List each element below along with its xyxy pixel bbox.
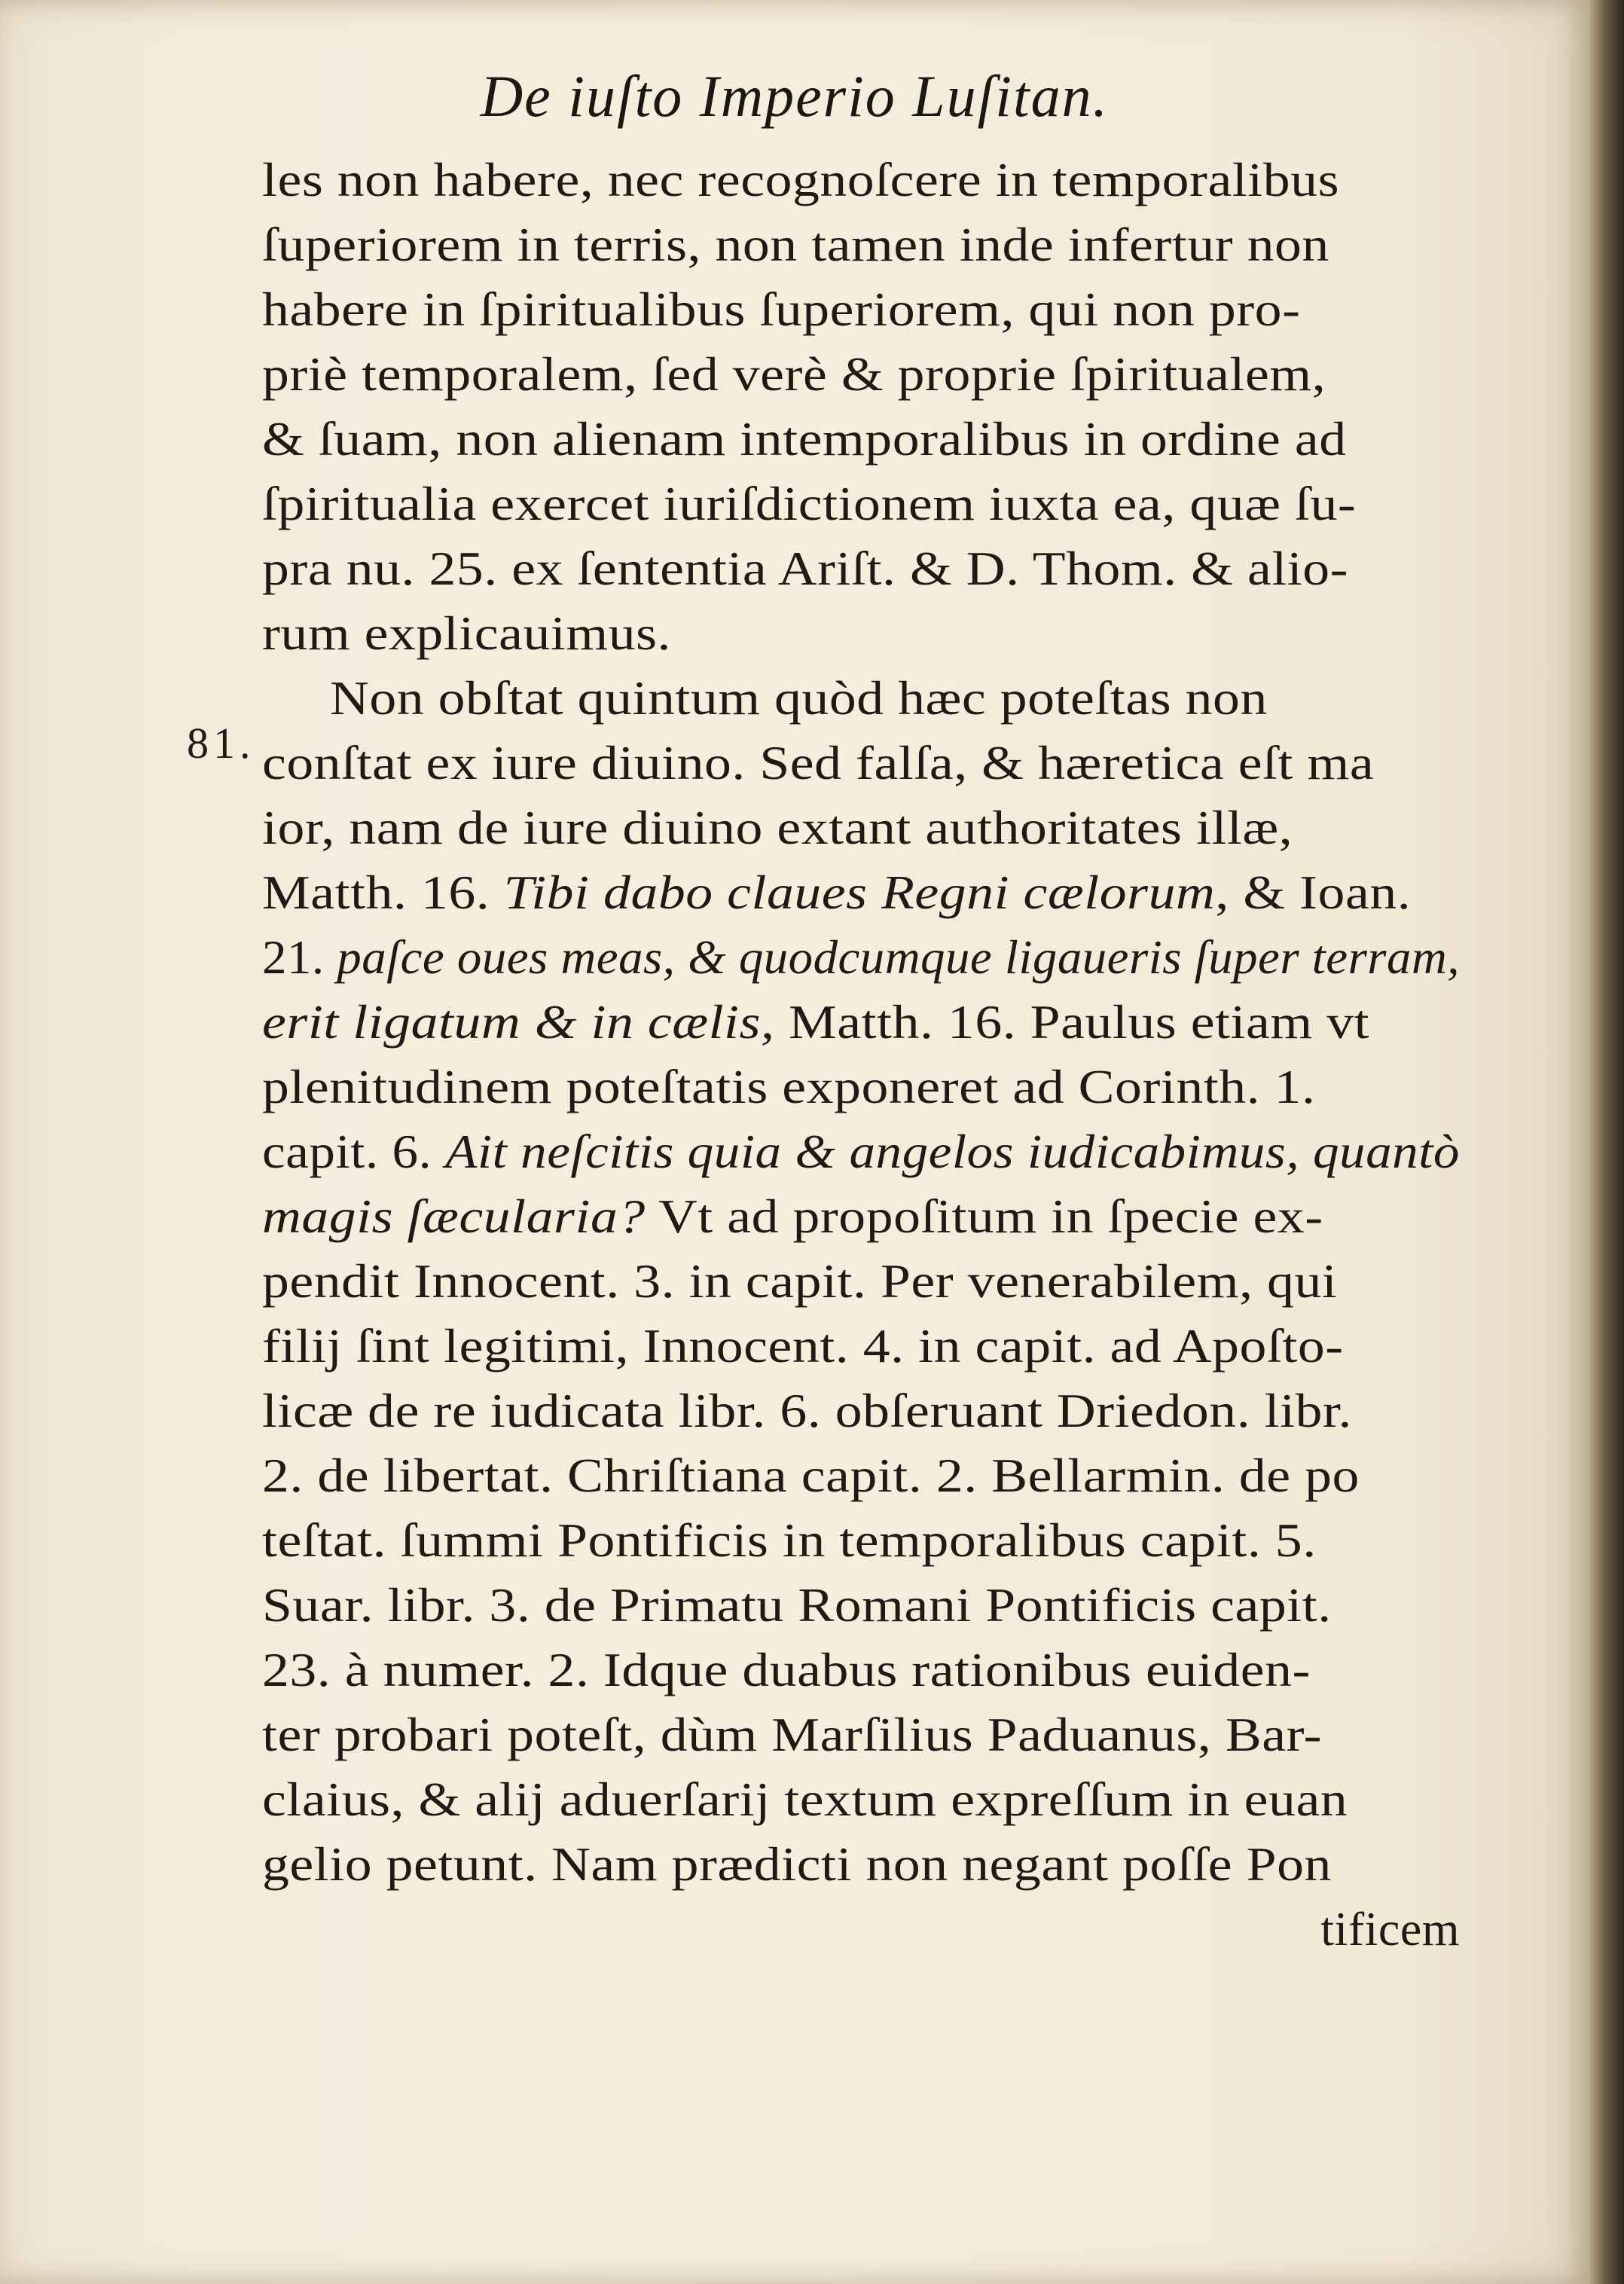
text-segment: claius, & alij aduerſarij textum expreſſum in euan xyxy=(262,1773,1348,1826)
text-line xyxy=(262,407,1460,472)
text-line xyxy=(262,148,1460,212)
text-segment: 2. de libertat. Chriſtiana capit. 2. Bellarmin. de po xyxy=(262,1449,1360,1502)
text-segment: conſtat ex iure diuino. Sed falſa, & hæretica eſt ma xyxy=(262,736,1375,789)
text-segment: Suar. libr. 3. de Primatu Romani Pontificis capit. xyxy=(262,1578,1332,1632)
text-segment: tificem xyxy=(1320,1902,1460,1956)
text-segment: , & Ioan. xyxy=(1215,866,1412,919)
text-segment: ſpiritualia exercet iuriſdictionem iuxta ea, quæ ſu- xyxy=(262,477,1357,530)
text-segment: teſtat. ſummi Pontificis in temporalibus capit. 5. xyxy=(262,1513,1317,1567)
text-line xyxy=(262,666,1460,731)
text-segment: les non habere, nec recognoſcere in temporalibus xyxy=(262,153,1340,206)
text-line xyxy=(262,1702,1460,1767)
text-line xyxy=(262,277,1460,342)
text-segment: Matth. 16. xyxy=(262,866,504,919)
text-segment: 21. xyxy=(262,930,337,984)
text-segment: & ſuam, non alienam intemporalibus in ordine ad xyxy=(262,412,1347,466)
margin-paragraph-number: 81. xyxy=(187,719,255,768)
text-line xyxy=(262,601,1460,666)
text-segment: ior, nam de iure diuino extant authoritates illæ, xyxy=(262,801,1293,854)
text-line xyxy=(262,1184,1460,1249)
text-line xyxy=(262,472,1460,536)
text-segment: licæ de re iudicata libr. 6. obſeruant Driedon. libr. xyxy=(262,1384,1352,1437)
text-segment: ter probari poteſt, dùm Marſilius Paduanus, Bar- xyxy=(262,1708,1322,1761)
text-segment: capit. 6. xyxy=(262,1125,446,1178)
text-segment: Matth. 16. Paulus etiam vt xyxy=(774,995,1370,1049)
text-segment: plenitudinem poteſtatis exponeret ad Corinth. 1. xyxy=(262,1060,1316,1113)
text-line xyxy=(262,860,1460,925)
book-edge xyxy=(1589,0,1624,2284)
text-segment: 23. à numer. 2. Idque duabus rationibus euiden- xyxy=(262,1643,1311,1696)
text-line xyxy=(262,1897,1460,1962)
running-head: De iuſto Imperio Luſitan. xyxy=(480,63,1110,129)
text-segment: rum explicauimus. xyxy=(262,606,672,660)
text-segment: pra nu. 25. ex ſententia Ariſt. & D. Thom. & alio- xyxy=(262,542,1349,595)
text-line xyxy=(262,1379,1460,1443)
text-line xyxy=(262,1832,1460,1897)
text-line xyxy=(262,1638,1460,1702)
text-segment: pendit Innocent. 3. in capit. Per venerabilem, qui xyxy=(262,1254,1338,1308)
text-segment: priè temporalem, ſed verè & proprie ſpiritualem, xyxy=(262,347,1326,401)
text-line xyxy=(262,212,1460,277)
italic-quotation: magis ſæcularia? xyxy=(262,1189,646,1243)
text-line xyxy=(262,1443,1460,1508)
text-line xyxy=(262,795,1460,860)
body-text xyxy=(262,148,1460,1962)
text-line xyxy=(262,925,1460,990)
text-line xyxy=(262,1767,1460,1832)
text-segment: filij ſint legitimi, Innocent. 4. in capit. ad Apoſto- xyxy=(262,1319,1344,1373)
italic-quotation: Tibi dabo claues Regni cælorum xyxy=(503,866,1216,919)
text-segment: ſuperiorem in terris, non tamen inde infertur non xyxy=(262,218,1329,271)
text-line xyxy=(262,731,1460,795)
text-line xyxy=(262,1055,1460,1119)
text-line xyxy=(262,536,1460,601)
italic-quotation: Ait neſcitis quia & angelos iudicabimus, quantò xyxy=(445,1125,1461,1178)
text-segment: habere in ſpiritualibus ſuperiorem, qui non pro- xyxy=(262,282,1301,336)
text-line xyxy=(262,1119,1460,1184)
text-line xyxy=(262,1508,1460,1573)
text-line xyxy=(262,1249,1460,1314)
text-segment: Vt ad propoſitum in ſpecie ex- xyxy=(645,1189,1323,1243)
text-line xyxy=(262,1573,1460,1638)
text-segment: Non obſtat quintum quòd hæc poteſtas non xyxy=(330,671,1268,725)
text-line xyxy=(262,990,1460,1055)
text-line xyxy=(262,1314,1460,1379)
italic-quotation: paſce oues meas, & quodcumque ligaueris ſuper terram, xyxy=(337,930,1461,984)
text-line xyxy=(262,342,1460,407)
italic-quotation: erit ligatum & in cælis, xyxy=(262,995,775,1049)
text-segment: gelio petunt. Nam prædicti non negant poſſe Pon xyxy=(262,1837,1332,1891)
